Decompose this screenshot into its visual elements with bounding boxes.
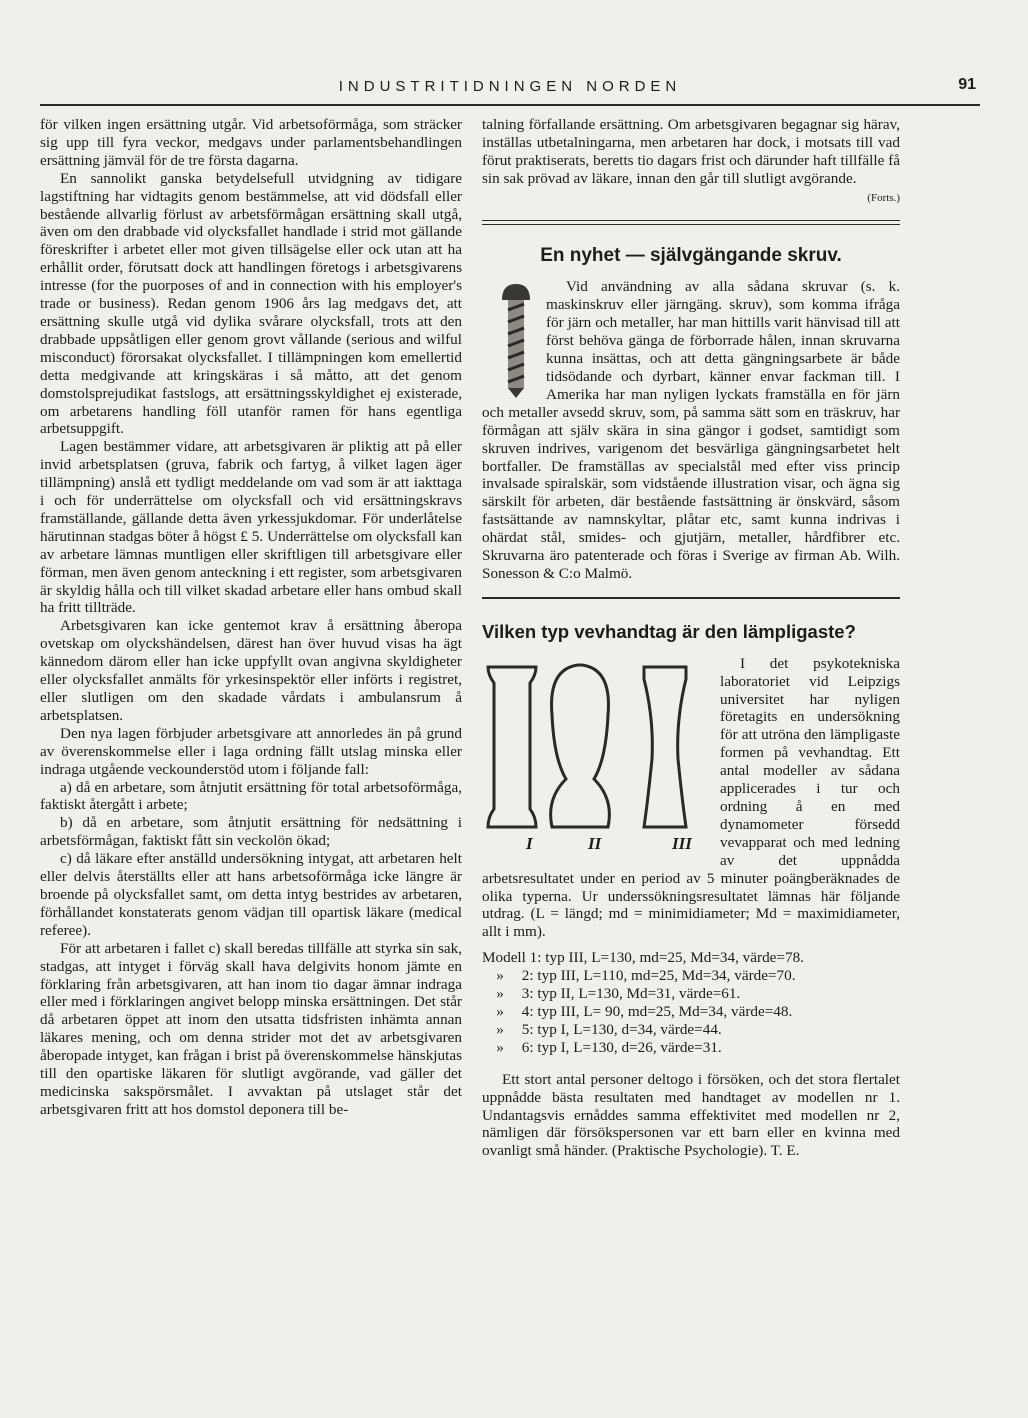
list-item: a) då en arbetare, som åtnjutit ersättning för total arbetsoförmåga, faktiskt återgått i arbete;: [40, 778, 462, 814]
running-title: INDUSTRITIDNINGEN NORDEN: [338, 78, 682, 95]
model-row: Modell 1: typ III, L=130, md=25, Md=34, värde=78.: [482, 949, 804, 967]
model-row: » 4: typ III, L= 90, md=25, Md=34, värde=48.: [496, 1002, 793, 1020]
model-row: » 5: typ I, L=130, d=34, värde=44.: [496, 1020, 722, 1038]
article-body: I II III I det psykotekniska laboratoriet vid Leipzigs universitet har nyligen företagits en undersökning för att utröna den lämpligaste formen på vevhandtag. Ett antal modeller av sådana applicerades i tur och ordning å en med dynamometer försedd vevapparat och med ledning av det uppnådda arbetsresultatet under en period av 5 minuter poängberäknades de olika typerna. Ur underssökningsresultatet lämnas här följande utdrag. (L = längd; md = minimidiameter; Md = maximidiameter, allt i mm).: [482, 654, 900, 941]
model-list: [482, 949, 900, 1056]
closing-paragraph: Ett stort antal personer deltogo i försöken, och det stora flertalet uppnådde bästa resultaten med handtaget av modellen nr 1. Undantagsvis ernåddes samma effektivitet med modellen nr 2, nämligen där försökspersonen var ett barn eller en kvinna med ovanligt små händer. (Praktische Psychologie). T. E.: [482, 1070, 900, 1160]
right-column: [482, 116, 900, 1160]
paragraph: Lagen bestämmer vidare, att arbetsgivaren är pliktig att på eller invid arbetsplatsen (gruva, fabrik och fartyg, å vilket lagen äger tillämpning) anslå ett tydligt meddelande om vad som är att iakttaga i och för underrättelse om olycksfall och vid ersättningskravs framställande, gällande detta även yrkessjukdomar. För underlåtelse härutinnan stadgas böter å högst £ 5. Underrättelse om olycksfall kan av arbetare lämnas muntligen eller skriftligen till arbetsgivare eller förman, men även genom anteckning i ett register, som arbetsgivaren är skyldig hålla och till vilket skadad arbetare eller hans ombud skall ha fritt tillträde.: [40, 438, 462, 617]
article-title: Vilken typ vevhandtag är den lämpligaste?: [482, 620, 856, 642]
paragraph: för vilken ingen ersättning utgår. Vid arbetsoförmåga, som sträcker sig upp till fyra veckor, medgavs under parlamentsbehandlingen ersättning jämväl för de tre första dagarna.: [40, 116, 462, 169]
list-item: b) då en arbetare, som åtnjutit ersättning för nedsättning i arbetsförmågan, faktiskt fått sin veckolön ökad;: [40, 814, 462, 850]
continued-note: (Forts.): [867, 191, 900, 204]
divider: [482, 220, 900, 225]
handle-label-1: I: [526, 833, 533, 853]
list-item: c) då läkare efter anställd undersökning intygat, att arbetaren helt eller delvis återställts eller att hans arbetsoförmåga icke längre är broende på olycksfallet samt, om detta intyg bestrides av arbetaren, förhållandet konstaterats genom vädjan till opartisk läkare (medical referee).: [40, 850, 462, 939]
model-row: » 6: typ I, L=130, d=26, värde=31.: [496, 1038, 722, 1056]
continued-paragraph: talning förfallande ersättning. Om arbetsgivaren begagnar sig härav, inställas utbetalningarna, men arbetaren har dock, i motsats till vad förut praktiserats, beretts tio dagars frist och därunder haft tillfälle få sin sak prövad av läkare, innan den går till slutligt avgörande.: [482, 116, 900, 187]
paragraph: För att arbetaren i fallet c) skall beredas tillfälle att styrka sin sak, stadgas, att intyget i förväg skall hava delgivits honom jämte en förklaring från arbetsgivaren, att han inom tio dagar ämnar indraga eller med i förklaringen angivet belopp minska ersättningen. Det står då arbetaren öppet att inom den utsatta tidsfristen inhämta annan läkares mening, och om denna strider mot det av arbetsgivaren åberopade intyget, kan frågan i brist på överenskommelse hänskjutas till den opartiske läkaren för slutligt avgörande, vad gäller det medicinska sakspörsmålet. I avvaktan på utslaget står det arbetsgivaren fritt att hos domstol deponera till be-: [40, 939, 462, 1118]
handle-label-2: II: [588, 833, 602, 853]
model-row: » 2: typ III, L=110, md=25, Md=34, värde=70.: [496, 967, 796, 985]
model-row: » 3: typ II, L=130, Md=31, värde=61.: [496, 985, 741, 1003]
left-column: [40, 116, 462, 1119]
paragraph: Den nya lagen förbjuder arbetsgivare att annorledes än på grund av överenskommelse eller i laga ordning fällt utslag minska eller indraga utgående veckounderstöd utom i följande fall:: [40, 724, 462, 778]
paragraph: Arbetsgivaren kan icke gentemot krav å ersättning åberopa ovetskap om olyckshändelsen, därest han över huvud visas ha ägt kännedom därom eller han icke uppfyllt ovan angivna skyldigheter eller olycksfallet anmälts för yrkesinspektör eller införts i registret, eller slutligen om den skadade vårdats i ambulansrum å arbetsplatsen.: [40, 617, 462, 724]
handle-illustration: [482, 659, 708, 857]
page-number: 91: [958, 76, 976, 93]
paragraph: En sannolikt ganska betydelsefull utvidgning av tidigare lagstiftning har vidtagits genom bestämmelse, att vid dödsfall eller bestående allvarlig förlust av arbetsförmågan ersättning skall utgå, även om den drabbade vid olycksfallet handlade i strid mot gällande föreskrifter i arbetet eller mot given tillsägelse eller ock utan att ha erhållit order, förutsatt dock att handlingen företogs i arbetsgivarens intresse (for the puorposes of and in connection with his employer's trade or business). Redan genom 1906 års lag medgavs det, att ersättning skulle utgå vid dylika svårare olycksfall, trots att den drabbade uppsåtligen eller genom grovt vållande (serious and wilful misconduct) förorsakat olycksfallet. I tillämpningen kom emellertid detta medgivande att kringskäras i så måtto, att det genom domstolsprejudikat fastslogs, att ersättningsskyldighet ej existerade, om arbetarens handling föll utanför ramen för hans egentliga arbetsuppgift.: [40, 169, 462, 438]
handle-label-3: III: [672, 833, 692, 853]
page-header: [40, 72, 980, 106]
screw-illustration: [498, 282, 534, 400]
article-title: En nyhet — självgängande skruv.: [540, 244, 842, 266]
article-body: Vid användning av alla sådana skruvar (s. k. maskinskruv eller järngäng. skruv), som komma ifråga för järn och metaller, har man hittills varit hänvisad till att först behöva gänga de förborrade hålen, innan skruvarna kunna insättas, och att detta gängningsarbete är både tidsödande och dyrbart, känner envar fackman till. I Amerika har man nyligen lyckats framställa en för järn och metaller avsedd skruv, som, på samma sätt som en träskruv, har förmågan att själv skära in sina gängor i godset, samtidigt som skruven indrives, varigenom det besvärliga gängningsarbetet helt bortfaller. De framställas av specialstål med efter viss princip invalsade spiralskär, som vidstående illustration visar, och ägna sig särskilt för arbeten, där bestående fastsättning är önskvärd, såsom fastsättande av namnskyltar, plåtar etc, samt kunna indrivas i ohärdat stål, smides- och gjutjärn, metaller, hårdfibrer etc. Skruvarna äro patenterade och föras i Sverige av firman Ab. Wilh. Sonesson & C:o Malmö.: [482, 278, 900, 582]
divider: [482, 597, 900, 599]
